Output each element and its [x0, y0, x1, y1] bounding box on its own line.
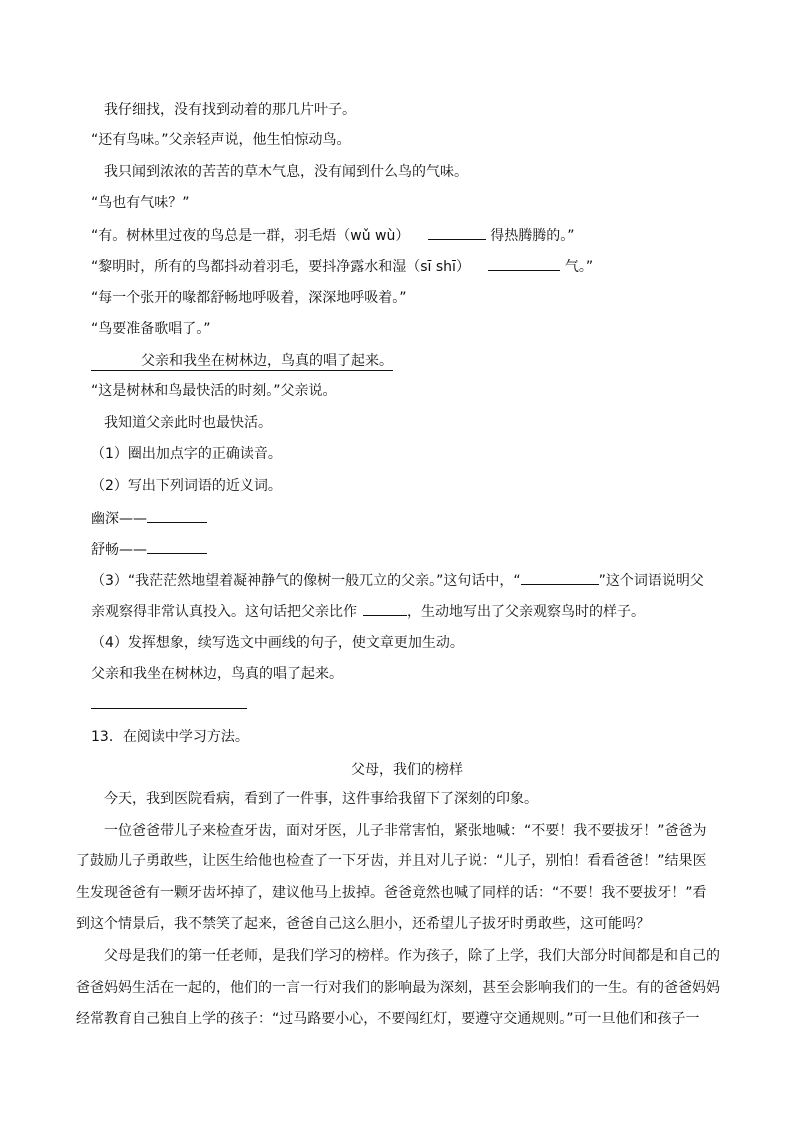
article-title: 父母，我们的榜样	[351, 762, 463, 778]
answer-line[interactable]	[91, 708, 247, 709]
question-text: 亲观察得非常认真投入。这句话把父亲比作	[91, 604, 357, 620]
story-paragraph: “这是树林和鸟最快活的时刻。”父亲说。	[91, 383, 337, 399]
question-2: （2）写出下列词语的近义词。	[91, 478, 282, 494]
answer-blank[interactable]	[147, 508, 207, 523]
synonym-item	[91, 539, 207, 560]
story-paragraph	[91, 225, 575, 246]
article-line: 了鼓励儿子勇敢些，让医生给他也检查了一下牙齿，并且对儿子说：“儿子，别怕！看看爸爸！”结果医	[76, 853, 707, 869]
question-4-sentence: 父亲和我坐在树林边，鸟真的唱了起来。	[91, 666, 343, 682]
story-text: 得热腾腾的。”	[490, 228, 575, 244]
synonym-word: 舒畅——	[91, 542, 147, 558]
question-3-cont	[91, 601, 645, 622]
article-line: 爸爸妈妈生活在一起的，他们的一言一行对我们的影响最为深刻，甚至会影响我们的一生。有的爸爸妈妈	[76, 980, 720, 996]
story-paragraph: 我知道父亲此时也最快活。	[104, 415, 272, 431]
answer-blank[interactable]	[363, 601, 407, 616]
article-line: 到这个情景后，我不禁笑了起来，爸爸自己这么胆小，还希望儿子拔牙时勇敢些，这可能吗？	[76, 916, 650, 932]
story-paragraph: 我只闻到浓浓的苦苦的草木气息，没有闻到什么鸟的气味。	[104, 164, 468, 180]
story-text: 气。”	[564, 259, 594, 275]
question-text: （3）“我茫茫然地望着凝神静气的像树一般兀立的父亲。”这句话中，“	[91, 573, 521, 589]
article-paragraph: 今天，我到医院看病，看到了一件事，这件事给我留下了深刻的印象。	[104, 791, 538, 807]
question-13-header: 13．在阅读中学习方法。	[91, 729, 249, 745]
answer-blank[interactable]	[147, 539, 207, 554]
synonym-word: 幽深——	[91, 511, 147, 527]
story-paragraph: “还有鸟味。”父亲轻声说，他生怕惊动鸟。	[91, 132, 351, 148]
article-line: 经常教育自己独自上学的孩子：“过马路要小心，不要闯红灯，要遵守交通规则。”可一旦他们和孩子一	[76, 1011, 700, 1027]
article-line: 生发现爸爸有一颗牙齿坏掉了，建议他马上拔掉。爸爸竟然也喊了同样的话：“不要！我不要拔牙！”看	[76, 885, 707, 901]
underlined-text: 父亲和我坐在树林边，鸟真的唱了起来。	[91, 353, 393, 371]
story-paragraph: 我仔细找，没有找到动着的那几片叶子。	[104, 102, 356, 118]
answer-blank[interactable]	[488, 256, 560, 271]
synonym-item	[91, 508, 207, 529]
question-1: （1）圈出加点字的正确读音。	[91, 446, 282, 462]
article-line: 一位爸爸带儿子来检查牙齿，面对牙医，儿子非常害怕，紧张地喊：“不要！我不要拔牙！”爸爸为	[104, 823, 707, 839]
story-paragraph: “每一个张开的喙都舒畅地呼吸着，深深地呼吸着。”	[91, 290, 407, 306]
question-text: ，生动地写出了父亲观察鸟时的样子。	[407, 604, 645, 620]
story-paragraph	[91, 256, 593, 277]
question-4: （4）发挥想象，续写选文中画线的句子，使文章更加生动。	[91, 635, 464, 651]
question-3	[91, 570, 704, 591]
story-paragraph: “鸟要准备歌唱了。”	[91, 321, 211, 337]
article-line: 父母是我们的第一任老师，是我们学习的榜样。作为孩子，除了上学，我们大部分时间都是和自己的	[104, 948, 720, 964]
story-text: “有。树林里过夜的鸟总是一群，羽毛焐（wǔ wù）	[91, 228, 410, 244]
story-paragraph: “鸟也有气味？”	[91, 195, 190, 211]
answer-blank[interactable]	[521, 570, 599, 585]
story-text: “黎明时，所有的鸟都抖动着羽毛，要抖净露水和湿（sī shī）	[91, 259, 470, 275]
underlined-sentence	[91, 351, 393, 371]
answer-blank[interactable]	[428, 225, 486, 240]
question-text: ”这个词语说明父	[598, 573, 704, 589]
